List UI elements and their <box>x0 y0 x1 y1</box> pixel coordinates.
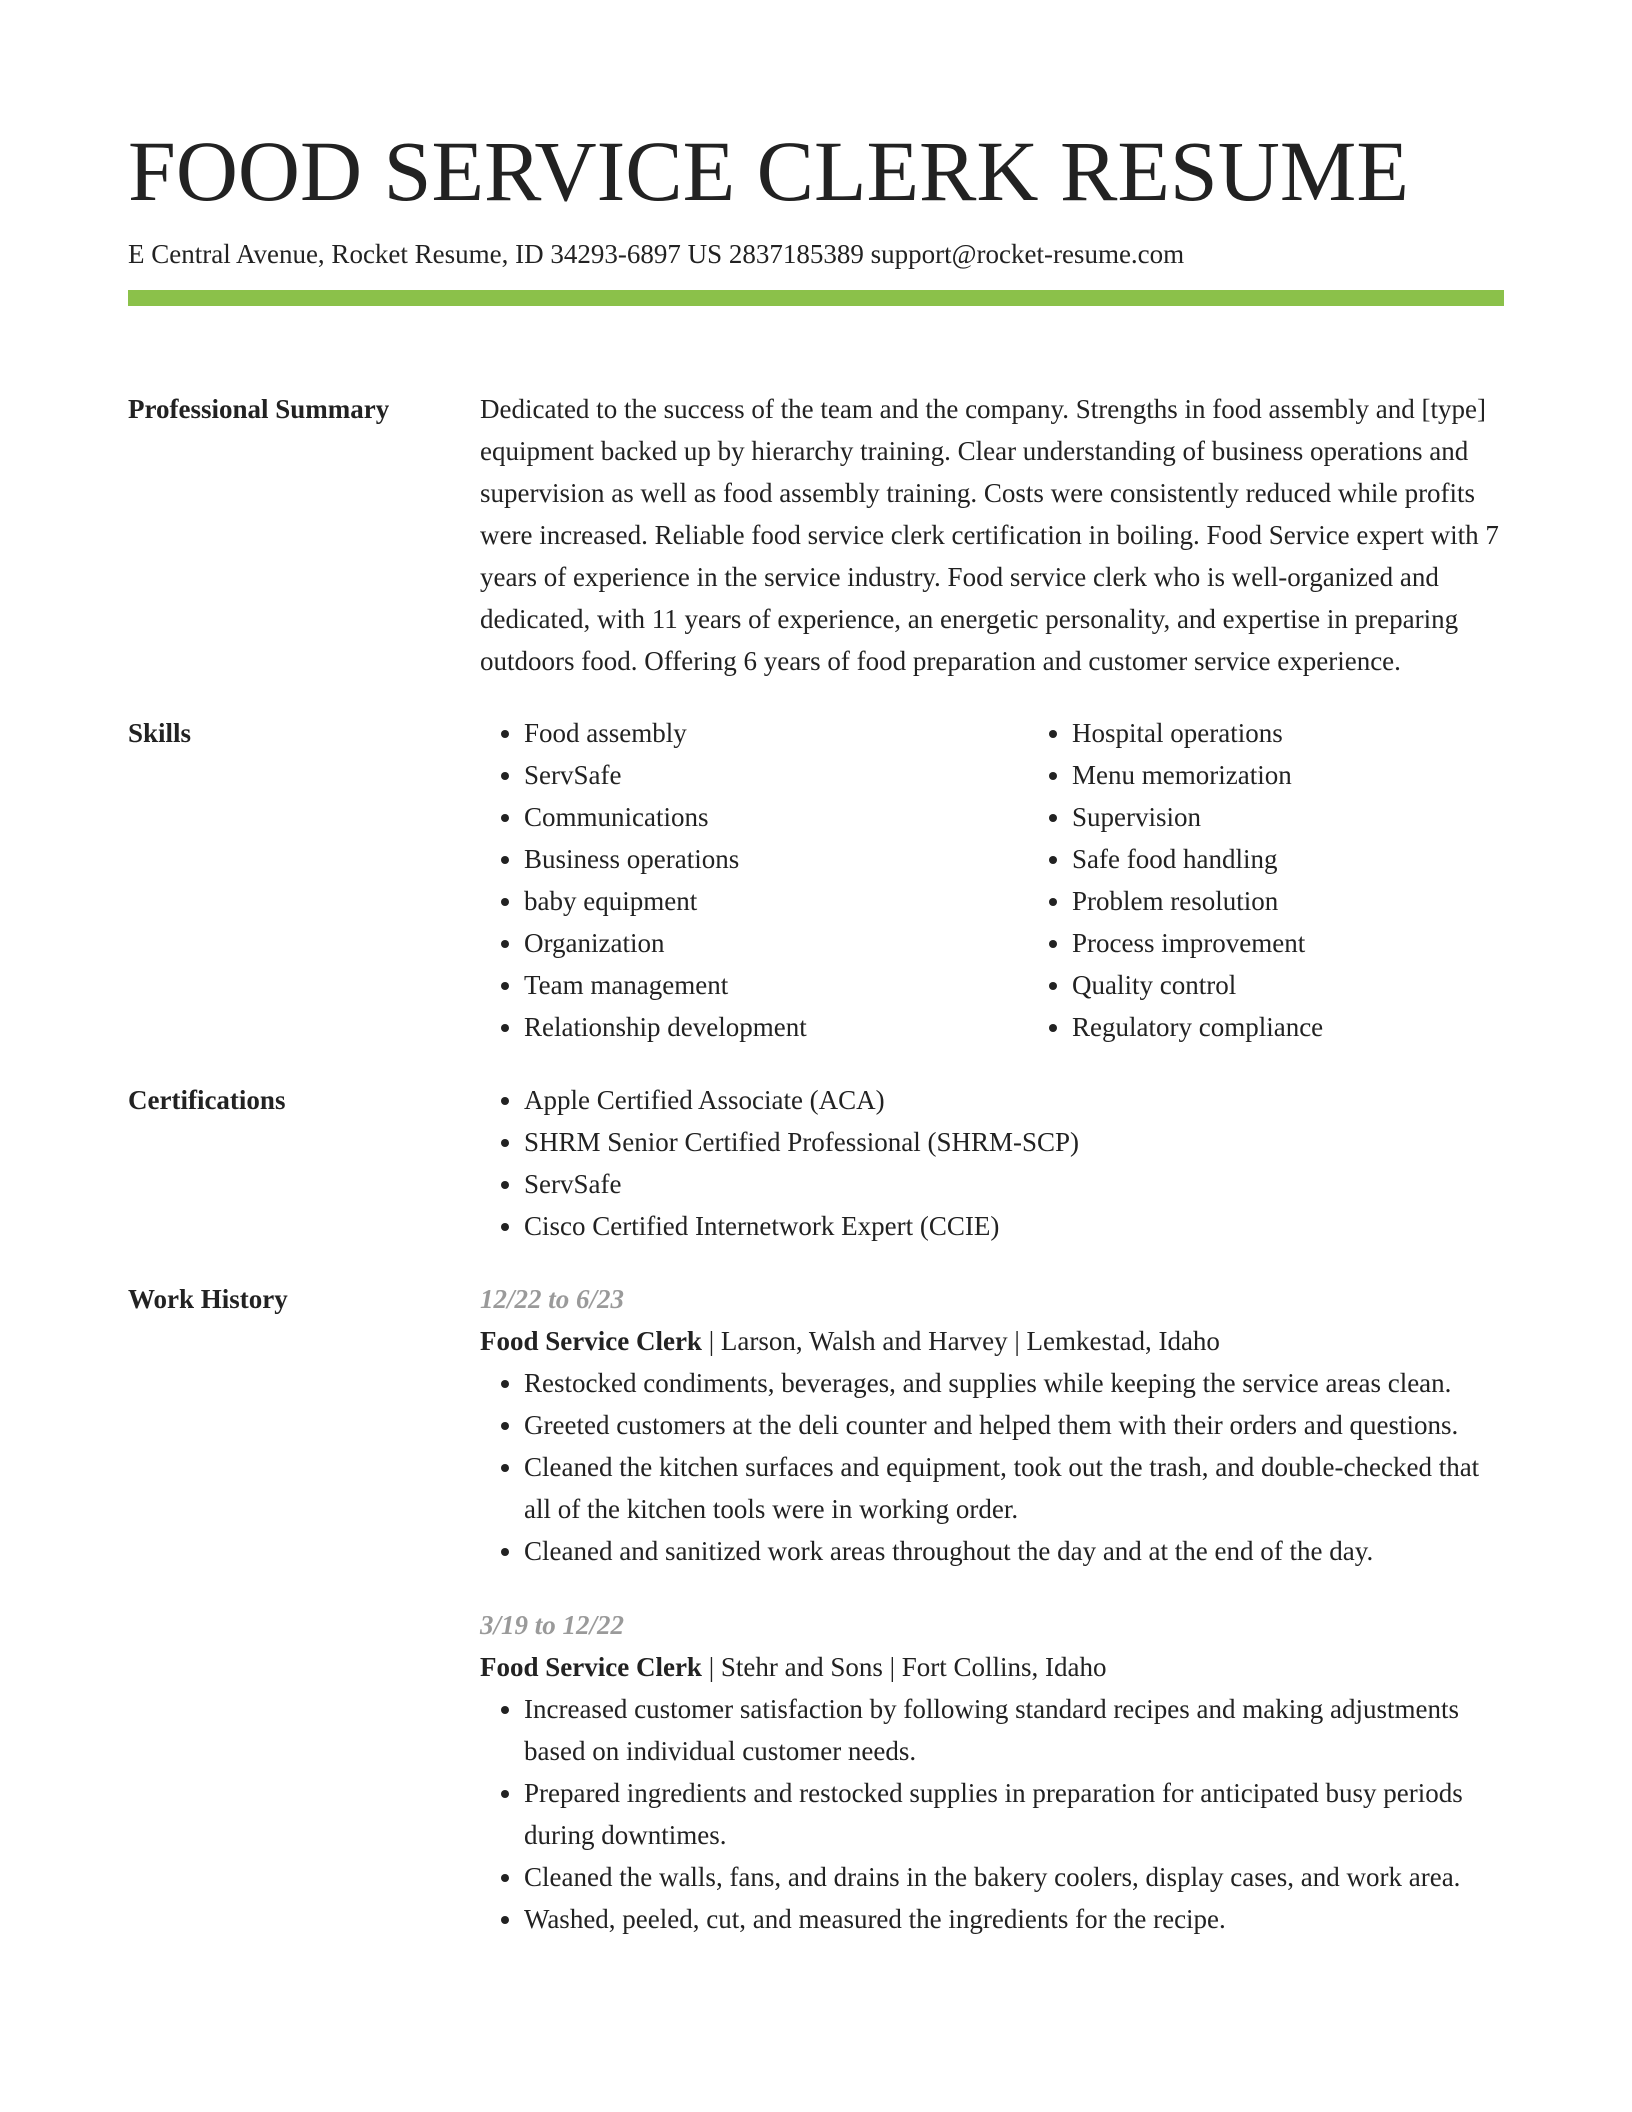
job-details: | Stehr and Sons | Fort Collins, Idaho <box>701 1652 1107 1682</box>
skill-item: • Relationship development <box>524 1006 1028 1048</box>
skill-item: • Communications <box>524 796 1028 838</box>
job-bullet: • Cleaned the kitchen surfaces and equipment, took out the trash, and double-checked that all of the kitchen tools were in working order. <box>524 1446 1504 1530</box>
certifications-section <box>128 1079 1504 1247</box>
spacer <box>128 306 1504 346</box>
certification-item: • ServSafe <box>524 1163 1504 1205</box>
job-bullet: • Prepared ingredients and restocked supplies in preparation for anticipated busy periods during downtimes. <box>524 1772 1504 1856</box>
work-history-section <box>128 1278 1504 1940</box>
job-title: Food Service Clerk <box>480 1652 702 1682</box>
skill-item: • baby equipment <box>524 880 1028 922</box>
resume-title: FOOD SERVICE CLERK RESUME <box>128 123 1409 219</box>
certification-item: • Apple Certified Associate (ACA) <box>524 1079 1504 1121</box>
skill-item: • Supervision <box>1072 796 1576 838</box>
skill-item: • Problem resolution <box>1072 880 1576 922</box>
skill-item: • Menu memorization <box>1072 754 1576 796</box>
section-label: Skills <box>128 718 192 748</box>
skill-item: • Safe food handling <box>1072 838 1576 880</box>
professional-summary-section <box>128 388 1504 682</box>
job-bullet: • Cleaned and sanitized work areas throughout the day and at the end of the day. <box>524 1530 1504 1572</box>
skill-item: • Process improvement <box>1072 922 1576 964</box>
skills-list-right <box>1028 712 1576 1048</box>
job-entry <box>480 1278 1504 1572</box>
certifications-list <box>480 1079 1504 1247</box>
job-bullet: • Washed, peeled, cut, and measured the ingredients for the recipe. <box>524 1898 1504 1940</box>
job-bullet: • Increased customer satisfaction by following standard recipes and making adjustments based on individual customer needs. <box>524 1688 1504 1772</box>
job-dates: 3/19 to 12/22 <box>480 1610 625 1640</box>
skill-item: • Quality control <box>1072 964 1576 1006</box>
job-entry <box>480 1604 1504 1940</box>
job-bullet: • Greeted customers at the deli counter and helped them with their orders and questions. <box>524 1404 1504 1446</box>
job-bullets <box>480 1362 1504 1572</box>
section-label: Certifications <box>128 1085 286 1115</box>
certification-item: • SHRM Senior Certified Professional (SHRM-SCP) <box>524 1121 1504 1163</box>
skill-item: • Regulatory compliance <box>1072 1006 1576 1048</box>
summary-text: Dedicated to the success of the team and the company. Strengths in food assembly and [type] equipment backed up by hierarchy training. Clear understanding of business operations and supervision as well as food assembly training. Costs were consistently reduced while profits were increased. Reliable food service clerk certification in boiling. Food Service expert with 7 years of experience in the service industry. Food service clerk who is well-organized and dedicated, with 11 years of experience, an energetic personality, and expertise in preparing outdoors food. Offering 6 years of food preparation and customer service experience. <box>480 394 1499 676</box>
contact-line: E Central Avenue, Rocket Resume, ID 34293-6897 US 2837185389 support@rocket-resume.com <box>128 239 1185 269</box>
job-heading <box>480 1320 1504 1362</box>
skill-item: • Food assembly <box>524 712 1028 754</box>
job-dates: 12/22 to 6/23 <box>480 1284 625 1314</box>
job-bullet: • Cleaned the walls, fans, and drains in the bakery coolers, display cases, and work area. <box>524 1856 1504 1898</box>
certification-item: • Cisco Certified Internetwork Expert (CCIE) <box>524 1205 1504 1247</box>
skill-item: • Hospital operations <box>1072 712 1576 754</box>
job-title: Food Service Clerk <box>480 1326 702 1356</box>
job-details: | Larson, Walsh and Harvey | Lemkestad, Idaho <box>701 1326 1220 1356</box>
resume-page <box>128 118 1504 1940</box>
section-label: Work History <box>128 1284 288 1314</box>
job-bullet: • Restocked condiments, beverages, and supplies while keeping the service areas clean. <box>524 1362 1504 1404</box>
skill-item: • Team management <box>524 964 1028 1006</box>
header-divider <box>128 290 1504 306</box>
skill-item: • Business operations <box>524 838 1028 880</box>
skill-item: • Organization <box>524 922 1028 964</box>
skill-item: • ServSafe <box>524 754 1028 796</box>
skills-section <box>128 712 1504 1048</box>
skills-list-left <box>480 712 1028 1048</box>
job-heading <box>480 1646 1504 1688</box>
job-bullets <box>480 1688 1504 1940</box>
section-label: Professional Summary <box>128 394 390 424</box>
